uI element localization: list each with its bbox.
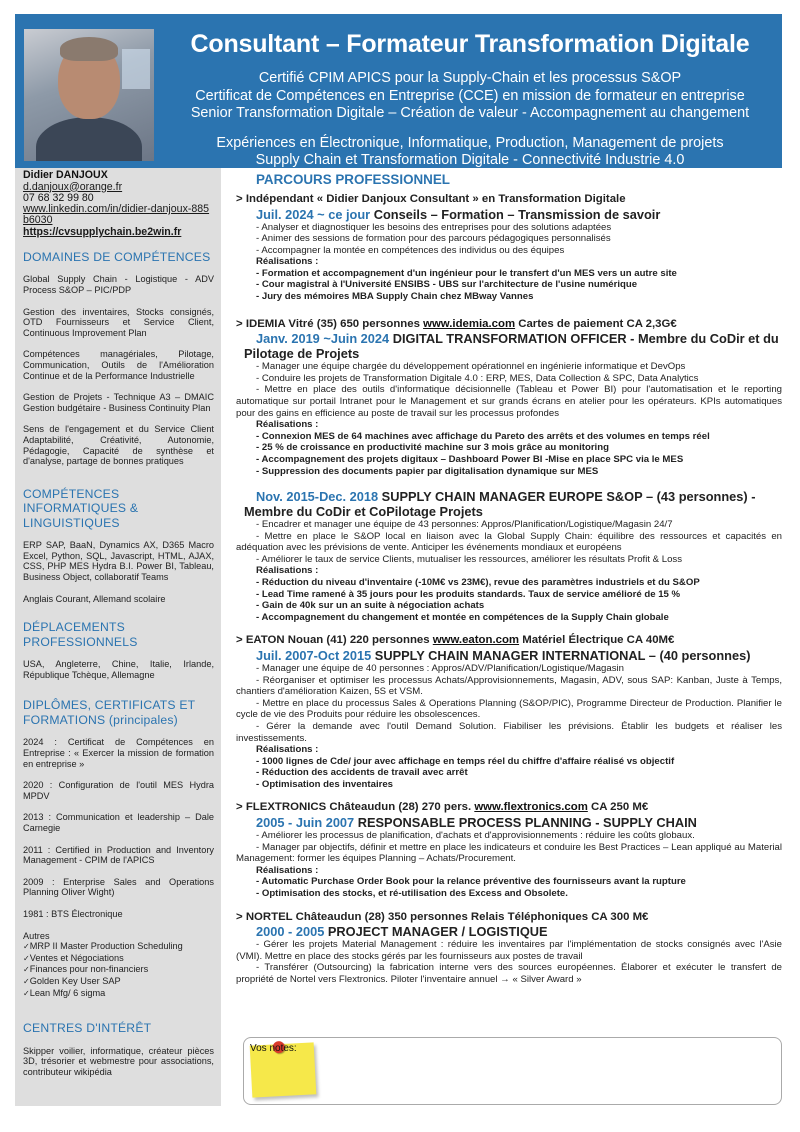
list-item: 2009 : Enterprise Sales and Operations Planning Oliver Wight) xyxy=(23,876,214,898)
job-bullet: - Manager par objectifs, définir et mettre en place les indicateurs et conduire les Best Practices – Lean appliqué au Material Management: former les équipes Planning – Achats/Procurement. xyxy=(236,841,782,865)
list-item: Gestion de Projets - Technique A3 – DMAIC Gestion budgétaire - Business Continuity Plan xyxy=(23,392,214,413)
job-bullet: - Accompagner la montée en compétences des individus ou des équipes xyxy=(256,244,565,256)
realisation-item: - Accompagnement du changement et montée en compétences de la Supply Chain globale xyxy=(256,611,669,623)
job-title: Juil. 2024 ~ ce jour Conseils – Formation – Transmission de savoir xyxy=(256,206,661,222)
profile-photo xyxy=(24,29,154,161)
job-bullet: - Améliorer les processus de planification, d'achats et d'approvisionnements : réduire les coûts globaux. xyxy=(256,829,695,841)
job-title: Janv. 2019 ~Juin 2024 DIGITAL TRANSFORMATION OFFICER - Membre du CoDir et du Pilotage de Projets xyxy=(244,331,779,362)
list-item: 2020 : Configuration de l'outil MES Hydra MPDV xyxy=(23,780,214,801)
job-bullet: - Animer des sessions de formation pour des parcours pédagogiques personnalisés xyxy=(256,233,611,245)
company-line: > FLEXTRONICS Châteaudun (28) 270 pers. www.flextronics.com CA 250 M€ xyxy=(236,801,649,814)
job-bullet: - Manager une équipe chargée du développement opérationnel en ingénierie informatique et DevOps xyxy=(256,361,686,373)
job-title: 2005 - Juin 2007 RESPONSABLE PROCESS PLANNING - SUPPLY CHAIN xyxy=(256,814,697,830)
realisations-label: Réalisations : xyxy=(256,565,319,577)
candidate-name: Didier DANJOUX xyxy=(23,169,108,181)
realisation-item: - Jury des mémoires MBA Supply Chain chez MBway Vannes xyxy=(256,291,534,303)
job-title: Nov. 2015-Dec. 2018 SUPPLY CHAIN MANAGER EUROPE S&OP – (43 personnes) - Membre du CoDir et CoPilotage Projets xyxy=(244,489,756,520)
realisation-item: - Réduction des accidents de travail avec arrêt xyxy=(256,767,468,779)
job-bullet: - Réorganiser et optimiser les processus Achats/Approvisionnements, Magasin, ADV, sous SAP: Kanban, Juste à Temps, chantiers d'amélioration Kaizen, 5S et VSM. xyxy=(236,674,782,698)
job-bullet: - Gérer la demande avec l'outil Demand Solution. Fiabiliser les prévisions. Établir les budgets et réaliser les investissements. xyxy=(236,720,782,744)
list-item: Gestion des inventaires, Stocks consignés, OTD Fournisseurs et Service Client, Continuous Improvement Plan xyxy=(23,306,214,338)
phone-number: 07 68 32 99 80 xyxy=(23,191,94,204)
job-bullet: - Manager une équipe de 40 personnes : Appros/ADV/Planification/Logistique/Magasin xyxy=(256,662,624,674)
job-bullet: - Mettre en place du processus Sales & Operations Planning (S&OP/PIC), Programme Directeur de Production. Planifier le cycle de vie des Produits pour réduire les obsolescences. xyxy=(236,697,782,721)
list-item: 2011 : Certified in Production and Inventory Management - CPIM de l'APICS xyxy=(23,844,214,866)
job-bullet: - Mettre en place le S&OP local en liaison avec la Global Supply Chain: équilibre des ressources et capacités en adéquation avec les prévisions de vente. Anticiper les événements mondiaux et européens xyxy=(236,530,782,554)
list-item: 1981 : BTS Électronique xyxy=(23,908,123,919)
realisation-item: - Optimisation des inventaires xyxy=(256,778,394,790)
email-link[interactable]: d.danjoux@orange.fr xyxy=(23,180,123,193)
realisation-item: - Automatic Purchase Order Book pour la relance préventive des fournisseurs avant la rupture xyxy=(256,876,686,888)
realisation-item: - Gain de 40k sur un an suite à négociation achats xyxy=(256,600,485,612)
section-heading-informatiques: COMPÉTENCES INFORMATIQUES & LINGUISTIQUES xyxy=(23,486,139,530)
website-link[interactable]: https://cvsupplychain.be2win.fr xyxy=(23,225,182,238)
header-subtitle: Certifié CPIM APICS pour la Supply-Chain et les processus S&OP Certificat de Compétences en Entreprise (CCE) en mission de formateur en entreprise Senior Transformation Digitale – Création de valeur - Accompagnement au changement Expériences en Électronique, Informatique, Production, Management de projets Supply Chain et Transformation Digitale - Connectivité Industrie 4.0 xyxy=(190,70,750,168)
section-heading-diplomes: DIPLÔMES, CERTIFICATS ET FORMATIONS (principales) xyxy=(23,698,196,727)
list-item: USA, Angleterre, Chine, Italie, Irlande, République Tchèque, Allemagne xyxy=(23,659,214,680)
list-item: Sens de l'engagement et du Service Client Adaptabilité, Créativité, Autonomie, Pédagogie, Capacité de synthèse et d'analyse, partage de bonnes pratiques xyxy=(23,424,214,467)
job-bullet: - Transférer (Outsourcing) la fabrication interne vers des sources européennes. Élaborer et exécuter le transfert de propriété de Nortel vers Flextronics. Piloter l'inventaire annuel → « Silver Award » xyxy=(236,962,782,985)
realisation-item: - Suppression des documents papier par digitalisation dynamique sur MES xyxy=(256,465,599,477)
realisations-label: Réalisations : xyxy=(256,256,319,268)
list-item: ✓ Ventes et Négociations xyxy=(23,953,214,965)
autres-label: Autres xyxy=(23,930,50,941)
job-title: 2000 - 2005 PROJECT MANAGER / LOGISTIQUE xyxy=(256,924,548,940)
section-heading-interets: CENTRES D'INTÉRÊT xyxy=(23,1021,152,1036)
realisation-item: - 25 % de croissance en productivité machine sur 3 mois grâce au monitoring xyxy=(256,442,609,454)
realisation-item: - Formation et accompagnement d'un ingénieur pour le transfert d'un MES vers un autre site xyxy=(256,267,677,279)
realisation-item: - Optimisation des stocks, et ré-utilisation des Excess and Obsolete. xyxy=(256,887,568,899)
job-bullet: - Conduire les projets de Transformation Digitale 4.0 : ERP, MES, Data Collection & SPC, Data Analytics xyxy=(256,372,699,384)
job-title: Juil. 2007-Oct 2015 SUPPLY CHAIN MANAGER INTERNATIONAL – (40 personnes) xyxy=(256,647,751,663)
company-line: > IDEMIA Vitré (35) 650 personnes www.idemia.com Cartes de paiement CA 2,3G€ xyxy=(236,317,677,330)
company-link[interactable]: www.flextronics.com xyxy=(474,801,588,814)
notes-box[interactable] xyxy=(243,1037,782,1105)
realisation-item: - Réduction du niveau d'inventaire (-10M€ vs 23M€), revue des paramètres industriels et du S&OP xyxy=(256,577,700,589)
job-bullet: - Améliorer le taux de service Clients, mutualiser les ressources, améliorer les résultats Profit & Loss xyxy=(256,553,683,565)
page-title: Consultant – Formateur Transformation Digitale xyxy=(190,30,750,58)
list-item: Compétences managériales, Pilotage, Communication, Outils de l'Amélioration Continue et de la Performance Industrielle xyxy=(23,349,214,381)
company-link[interactable]: www.idemia.com xyxy=(423,317,516,330)
job-bullet: - Mettre en place des outils d'informatique décisionnelle (Tableau et Power BI) pour l'automatisation et le reporting automatique sur portail Intranet pour le Management et sur grands écrans en atelier pour les opérateurs. KPIs automatiques pour des gains en efficience au poste de travail sur les processus profondes xyxy=(236,384,782,419)
list-item: Anglais Courant, Allemand scolaire xyxy=(23,593,166,604)
list-item: ERP SAP, BaaN, Dynamics AX, D365 Macro Excel, Python, SQL, Javascript, HTML, AJAX, CSS, PHP MES Hydra B.I. Power BI, Tableau, Business Object, collaboratif Teams xyxy=(23,540,214,583)
main-content xyxy=(236,172,782,985)
realisations-label: Réalisations : xyxy=(256,744,319,756)
section-heading-parcours: PARCOURS PROFESSIONNEL xyxy=(256,172,450,187)
realisation-item: - Lead Time ramené à 35 jours pour les produits standards. Taux de service amélioré de 15 % xyxy=(256,588,681,600)
company-line: > Indépendant « Didier Danjoux Consultant » en Transformation Digitale xyxy=(236,193,626,205)
list-item: ✓ Golden Key User SAP xyxy=(23,976,214,988)
list-item: Skipper voilier, informatique, créateur pièces 3D, trésorier et webmestre pour associations, contributeur wikipédia xyxy=(23,1045,214,1077)
company-line: > NORTEL Châteaudun (28) 350 personnes Relais Téléphoniques CA 300 M€ xyxy=(236,910,649,923)
list-item: ✓ MRP II Master Production Scheduling xyxy=(23,941,214,953)
company-line: > EATON Nouan (41) 220 personnes www.eaton.com Matériel Électrique CA 40M€ xyxy=(236,634,675,647)
job-bullet: - Encadrer et manager une équipe de 43 personnes: Appros/Planification/Logistique/Magasin 24/7 xyxy=(256,519,673,531)
sidebar xyxy=(15,168,221,1106)
contact-block xyxy=(23,182,214,238)
job-bullet: - Gérer les projets Material Management : réduire les inventaires par l'implémentation de stocks consignés avec l'Asie (VMI). Mettre en place des stocks gérés par les fournisseurs aux postes de travail xyxy=(236,939,782,962)
linkedin-link[interactable]: www.linkedin.com/in/didier-danjoux-885b6030 xyxy=(23,203,210,227)
section-heading-domaines: DOMAINES DE COMPÉTENCES xyxy=(23,249,211,264)
realisations-label: Réalisations : xyxy=(256,419,319,431)
company-link[interactable]: www.eaton.com xyxy=(432,634,520,647)
list-item: 2024 : Certificat de Compétences en Entreprise : « Exercer la mission de formation en entreprise » xyxy=(23,737,214,769)
list-item: Global Supply Chain - Logistique - ADV Process S&OP – PIC/PDP xyxy=(23,274,214,296)
list-item: ✓ Finances pour non-financiers xyxy=(23,964,214,976)
realisations-label: Réalisations : xyxy=(256,864,319,876)
header-banner xyxy=(15,14,782,168)
list-item: 2013 : Communication et leadership – Dale Carnegie xyxy=(23,812,214,834)
job-bullet: - Analyser et diagnostiquer les besoins des entreprises pour des solutions adaptées xyxy=(256,221,612,233)
section-heading-deplacements: DÉPLACEMENTS PROFESSIONNELS xyxy=(23,620,138,649)
realisation-item: - Connexion MES de 64 machines avec affichage du Pareto des arrêts et des volumes en temps réel xyxy=(256,430,710,442)
autres-list xyxy=(23,941,214,999)
notes-label: Vos notes: xyxy=(250,1043,297,1054)
list-item: ✓ Lean Mfg/ 6 sigma xyxy=(23,988,214,1000)
realisation-item: - Accompagnement des projets digitaux – Dashboard Power BI -Mise en place SPC via le MES xyxy=(256,453,684,465)
realisation-item: - 1000 lignes de Cde/ jour avec affichage en temps réel du chiffre d'affaire réalisé vs objectif xyxy=(256,755,675,767)
realisation-item: - Cour magistral à l'Université ENSIBS - UBS sur l'architecture de l'usine numérique xyxy=(256,279,638,291)
